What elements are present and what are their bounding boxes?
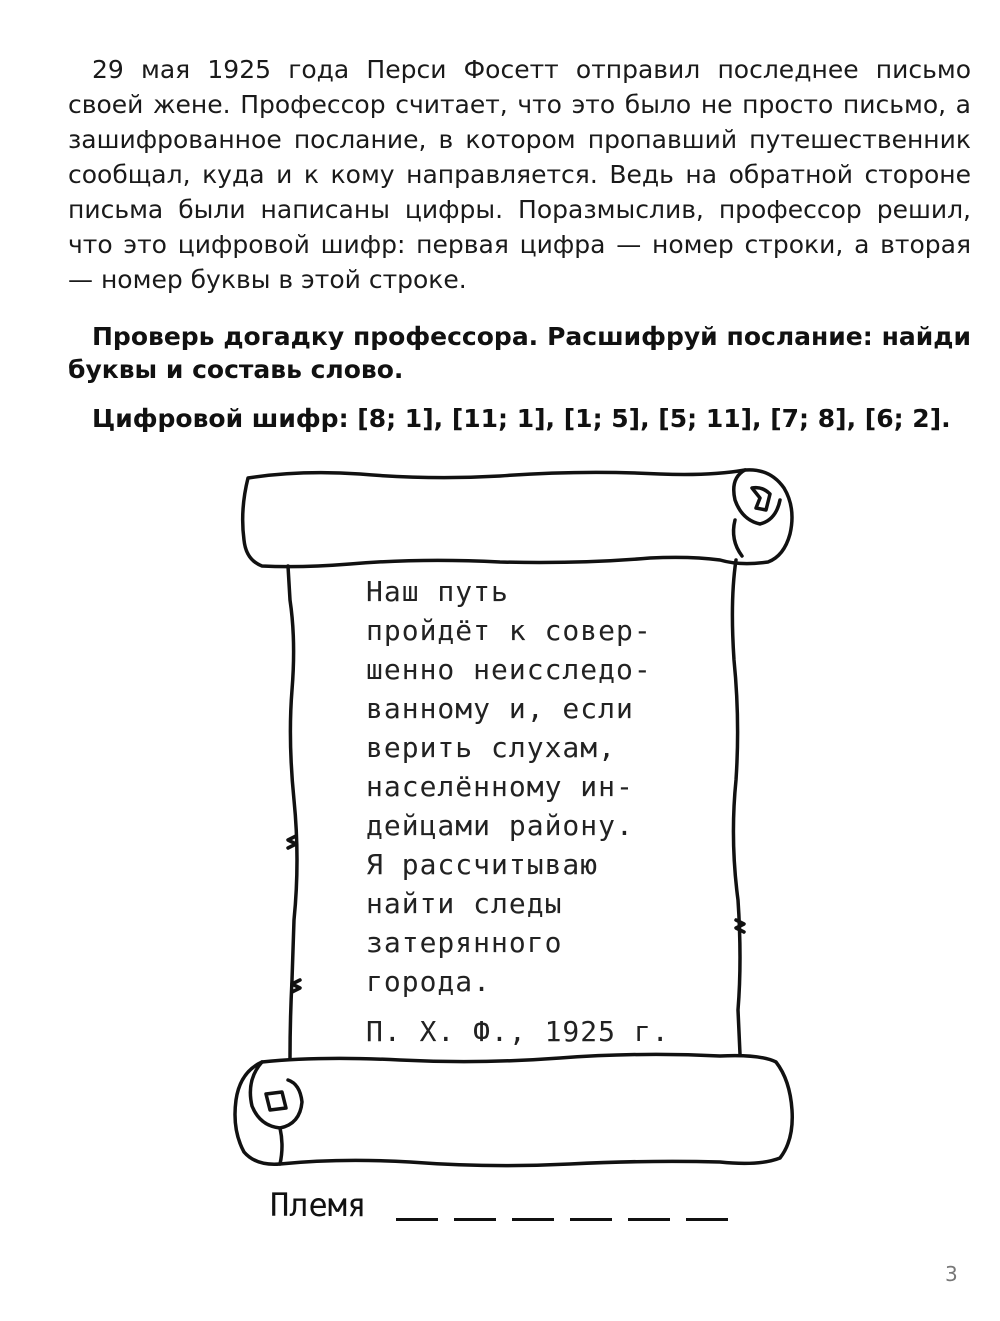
scroll-top-roll: [243, 470, 792, 567]
answer-label: Племя: [270, 1186, 367, 1224]
letter-line: населённому ин-: [366, 770, 634, 803]
answer-blank[interactable]: [512, 1218, 554, 1221]
letter-line: дейцами району.: [366, 809, 634, 842]
answer-blank[interactable]: [628, 1218, 670, 1221]
answer-blank[interactable]: [686, 1218, 728, 1221]
letter-text: [366, 572, 686, 1001]
letter-line: Я рассчитываю: [366, 848, 599, 881]
letter-signature: П. Х. Ф., 1925 г.: [366, 1015, 670, 1048]
letter-line: найти следы: [366, 887, 563, 920]
letter-line: ванному и, если: [366, 692, 634, 725]
letter-line: шенно неисследо-: [366, 653, 652, 686]
answer-blank[interactable]: [454, 1218, 496, 1221]
letter-line: верить слухам,: [366, 731, 617, 764]
answer-blank[interactable]: [570, 1218, 612, 1221]
answer-blank[interactable]: [396, 1218, 438, 1221]
task-text: Проверь догадку профессора. Расшифруй послание: найди буквы и составь слово.: [68, 322, 971, 384]
letter-line: города.: [366, 965, 492, 998]
cipher-line: Цифровой шифр: [8; 1], [11; 1], [1; 5], [5; 11], [7; 8], [6; 2].: [92, 404, 951, 433]
page-number: 3: [945, 1262, 958, 1286]
letter-line: Наш путь: [366, 575, 509, 608]
letter-line: пройдёт к совер-: [366, 614, 652, 647]
scroll-bottom-roll: [235, 1054, 792, 1165]
letter-line: затерянного: [366, 926, 563, 959]
intro-paragraph: 29 мая 1925 года Перси Фосетт отправил последнее письмо своей жене. Профессор считает, что это было не просто письмо, а зашифрованное послание, в котором пропавший путешественник сообщал, куда и к кому направляется. Ведь на обратной стороне письма были написаны цифры. Поразмыслив, профессор решил, что это цифровой шифр: первая цифра — номер строки, а вторая — номер буквы в этой строке.: [68, 55, 971, 294]
